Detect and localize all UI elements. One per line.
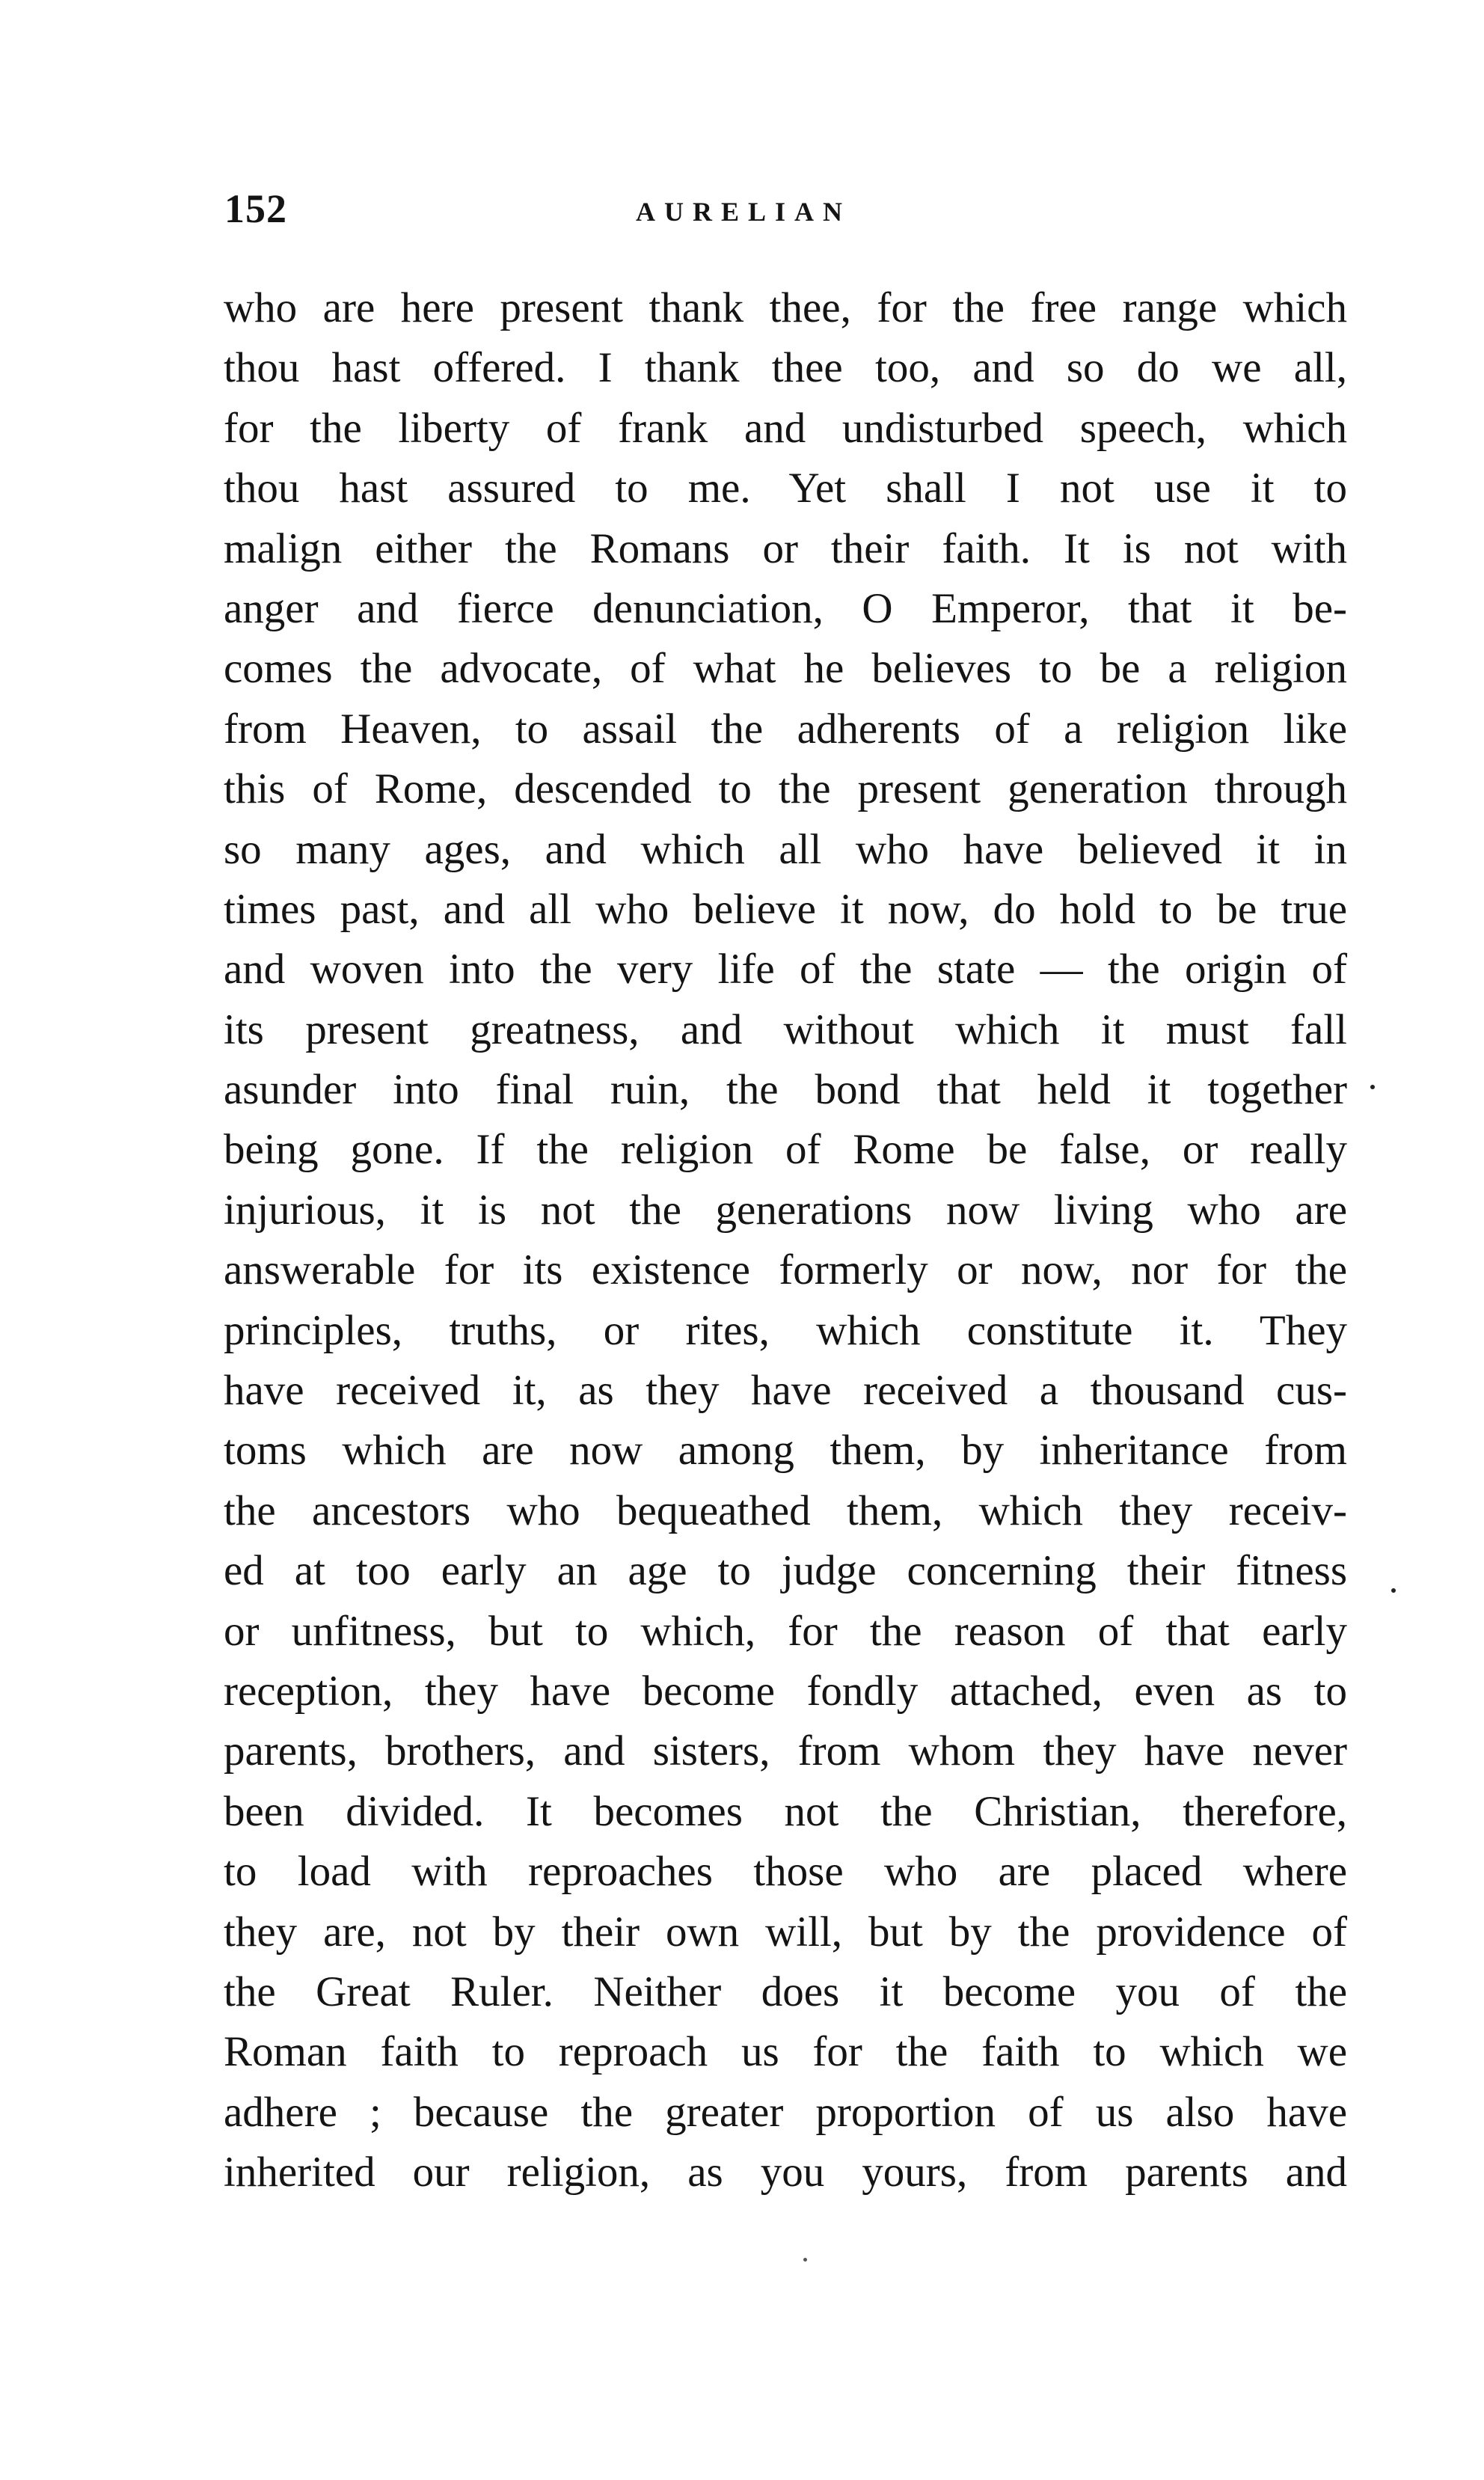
text-line: times past, and all who believe it now, do hold to be true bbox=[224, 885, 1347, 933]
bottom-speck bbox=[803, 2258, 807, 2262]
text-line: ed at too early an age to judge concerning their fitness bbox=[224, 1547, 1347, 1595]
text-line: answerable for its existence formerly or now, nor for the bbox=[224, 1246, 1347, 1294]
text-line: comes the advocate, of what he believes to be a religion bbox=[224, 645, 1347, 693]
text-line: this of Rome, descended to the present generation through bbox=[224, 765, 1347, 813]
text-line: the ancestors who bequeathed them, which they receiv- bbox=[224, 1487, 1347, 1534]
margin-speck bbox=[1370, 1085, 1375, 1089]
text-line: for the liberty of frank and undisturbed speech, which bbox=[224, 404, 1347, 452]
text-line: principles, truths, or rites, which constitute it. They bbox=[224, 1306, 1347, 1354]
text-line: the Great Ruler. Neither does it become you of the bbox=[224, 1968, 1347, 2015]
text-line: to load with reproaches those who are placed where bbox=[224, 1848, 1347, 1896]
text-line: malign either the Romans or their faith. It is not with bbox=[224, 524, 1347, 572]
text-line: Roman faith to reproach us for the faith to which we bbox=[224, 2028, 1347, 2076]
text-line: they are, not by their own will, but by the providence of bbox=[224, 1908, 1347, 1956]
text-line: from Heaven, to assail the adherents of a religion like bbox=[224, 705, 1347, 753]
text-line: injurious, it is not the generations now living who are bbox=[224, 1186, 1347, 1234]
text-line: so many ages, and which all who have believed it in bbox=[224, 825, 1347, 873]
text-line: asunder into final ruin, the bond that held it together bbox=[224, 1066, 1347, 1114]
margin-speck bbox=[1391, 1588, 1396, 1593]
body-text bbox=[224, 278, 1347, 2203]
running-title: AURELIAN bbox=[636, 197, 852, 227]
text-line: adhere ; because the greater proportion of us also have bbox=[224, 2088, 1347, 2136]
text-line: its present greatness, and without which it must fall bbox=[224, 1005, 1347, 1053]
text-line: and woven into the very life of the state — the origin of bbox=[224, 946, 1347, 993]
text-line: have received it, as they have received a thousand cus- bbox=[224, 1367, 1347, 1415]
text-line: being gone. If the religion of Rome be false, or really bbox=[224, 1126, 1347, 1174]
text-line: thou hast assured to me. Yet shall I not use it to bbox=[224, 465, 1347, 512]
text-line: toms which are now among them, by inheritance from bbox=[224, 1427, 1347, 1475]
text-line: thou hast offered. I thank thee too, and so do we all, bbox=[224, 344, 1347, 392]
text-line: been divided. It becomes not the Christian, therefore, bbox=[224, 1787, 1347, 1835]
text-line: reception, they have become fondly attached, even as to bbox=[224, 1667, 1347, 1715]
text-line: inherited our religion, as you yours, from parents and bbox=[224, 2149, 1347, 2196]
page-number: 152 bbox=[224, 186, 287, 231]
text-line: who are here present thank thee, for the free range which bbox=[224, 284, 1347, 331]
text-line: anger and fierce denunciation, O Emperor, that it be- bbox=[224, 584, 1347, 632]
text-line: parents, brothers, and sisters, from whom they have never bbox=[224, 1727, 1347, 1775]
text-line: or unfitness, but to which, for the reason of that early bbox=[224, 1607, 1347, 1655]
